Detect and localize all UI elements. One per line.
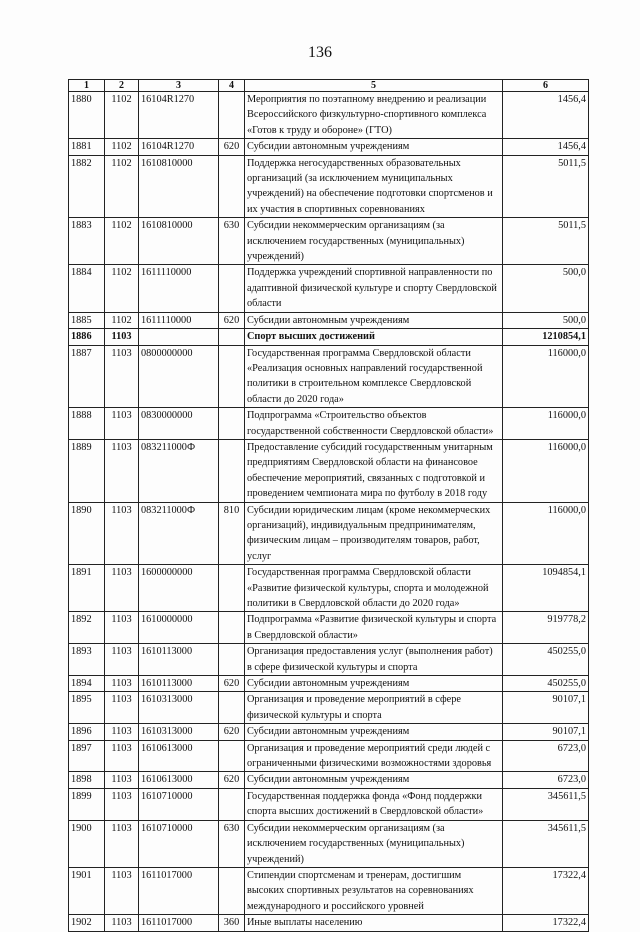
expense-type-cell	[219, 740, 245, 772]
target-article-cell: 1610710000	[139, 788, 219, 820]
description-cell: Стипендии спортсменам и тренерам, достигшим высоких спортивных результатов на соревнованиях международного и российского уровней	[245, 867, 503, 914]
section-code-cell: 1103	[105, 612, 139, 644]
section-code-cell: 1102	[105, 218, 139, 265]
section-code-cell: 1102	[105, 139, 139, 155]
row-number-cell: 1881	[69, 139, 105, 155]
target-article-cell	[139, 329, 219, 345]
description-cell: Предоставление субсидий государственным унитарным предприятиям Свердловской области на финансовое обеспечение мероприятий, связанных с подготовкой и проведением чемпионата мира по футболу в 2018 году	[245, 439, 503, 502]
table-row	[69, 329, 589, 345]
section-code-cell: 1103	[105, 329, 139, 345]
target-article-cell: 16104R1270	[139, 139, 219, 155]
section-code-cell: 1103	[105, 820, 139, 867]
amount-cell: 450255,0	[503, 644, 589, 676]
description-cell: Субсидии автономным учреждениям	[245, 724, 503, 740]
description-cell: Государственная программа Свердловской области «Реализация основных направлений государственной политики в строительном комплексе Свердловской области до 2020 года»	[245, 345, 503, 408]
table-row	[69, 155, 589, 218]
section-code-cell: 1102	[105, 312, 139, 328]
row-number-cell: 1899	[69, 788, 105, 820]
expense-type-cell: 630	[219, 820, 245, 867]
target-article-cell: 1611017000	[139, 915, 219, 931]
target-article-cell: 083211000Ф	[139, 502, 219, 565]
expense-type-cell	[219, 265, 245, 312]
expense-type-cell	[219, 92, 245, 139]
amount-cell: 17322,4	[503, 867, 589, 914]
section-code-cell: 1103	[105, 867, 139, 914]
target-article-cell: 1610113000	[139, 676, 219, 692]
description-cell: Государственная программа Свердловской области «Развитие физической культуры, спорта и молодежной политики в Свердловской области до 2020 года»	[245, 565, 503, 612]
row-number-cell: 1895	[69, 692, 105, 724]
row-number-cell: 1890	[69, 502, 105, 565]
row-number-cell: 1885	[69, 312, 105, 328]
amount-cell: 116000,0	[503, 439, 589, 502]
target-article-cell: 1610313000	[139, 724, 219, 740]
section-code-cell: 1103	[105, 692, 139, 724]
column-header: 6	[503, 80, 589, 92]
row-number-cell: 1887	[69, 345, 105, 408]
row-number-cell: 1893	[69, 644, 105, 676]
row-number-cell: 1896	[69, 724, 105, 740]
description-cell: Государственная поддержка фонда «Фонд поддержки спорта высших достижений в Свердловской области»	[245, 788, 503, 820]
row-number-cell: 1888	[69, 408, 105, 440]
table-row	[69, 692, 589, 724]
section-code-cell: 1103	[105, 772, 139, 788]
section-code-cell: 1103	[105, 565, 139, 612]
amount-cell: 1210854,1	[503, 329, 589, 345]
row-number-cell: 1901	[69, 867, 105, 914]
row-number-cell: 1889	[69, 439, 105, 502]
description-cell: Подпрограмма «Строительство объектов государственной собственности Свердловской области»	[245, 408, 503, 440]
column-header: 5	[245, 80, 503, 92]
table-row	[69, 644, 589, 676]
amount-cell: 450255,0	[503, 676, 589, 692]
description-cell: Спорт высших достижений	[245, 329, 503, 345]
column-header: 2	[105, 80, 139, 92]
expense-type-cell: 620	[219, 312, 245, 328]
expense-type-cell: 620	[219, 772, 245, 788]
expense-type-cell	[219, 345, 245, 408]
table-row	[69, 676, 589, 692]
description-cell: Субсидии некоммерческим организациям (за исключением государственных (муниципальных) учреждений)	[245, 820, 503, 867]
row-number-cell: 1897	[69, 740, 105, 772]
row-number-cell: 1886	[69, 329, 105, 345]
target-article-cell: 1610000000	[139, 612, 219, 644]
description-cell: Организация и проведение мероприятий среди людей с ограниченными физическими возможностями здоровья	[245, 740, 503, 772]
description-cell: Иные выплаты населению	[245, 915, 503, 931]
target-article-cell: 1610113000	[139, 644, 219, 676]
header-row	[69, 80, 589, 92]
table-body	[69, 92, 589, 932]
description-cell: Организация и проведение мероприятий в сфере физической культуры и спорта	[245, 692, 503, 724]
description-cell: Субсидии некоммерческим организациям (за исключением государственных (муниципальных) учреждений)	[245, 218, 503, 265]
expense-type-cell: 620	[219, 139, 245, 155]
description-cell: Субсидии автономным учреждениям	[245, 676, 503, 692]
section-code-cell: 1103	[105, 644, 139, 676]
amount-cell: 6723,0	[503, 772, 589, 788]
target-article-cell: 1610313000	[139, 692, 219, 724]
amount-cell: 116000,0	[503, 345, 589, 408]
target-article-cell: 0830000000	[139, 408, 219, 440]
target-article-cell: 0800000000	[139, 345, 219, 408]
target-article-cell: 1611017000	[139, 867, 219, 914]
row-number-cell: 1884	[69, 265, 105, 312]
row-number-cell: 1902	[69, 915, 105, 931]
amount-cell: 1094854,1	[503, 565, 589, 612]
expense-type-cell	[219, 155, 245, 218]
table-header	[69, 80, 589, 92]
amount-cell: 1456,4	[503, 139, 589, 155]
row-number-cell: 1891	[69, 565, 105, 612]
expense-type-cell	[219, 692, 245, 724]
table-row	[69, 788, 589, 820]
table-row	[69, 312, 589, 328]
amount-cell: 90107,1	[503, 692, 589, 724]
table-row	[69, 740, 589, 772]
expense-type-cell	[219, 408, 245, 440]
amount-cell: 500,0	[503, 312, 589, 328]
row-number-cell: 1882	[69, 155, 105, 218]
amount-cell: 116000,0	[503, 408, 589, 440]
table-row	[69, 408, 589, 440]
target-article-cell: 16104R1270	[139, 92, 219, 139]
expense-type-cell: 620	[219, 724, 245, 740]
table-row	[69, 139, 589, 155]
section-code-cell: 1103	[105, 408, 139, 440]
description-cell: Субсидии автономным учреждениям	[245, 312, 503, 328]
amount-cell: 5011,5	[503, 218, 589, 265]
table-row	[69, 345, 589, 408]
amount-cell: 500,0	[503, 265, 589, 312]
target-article-cell: 1611110000	[139, 312, 219, 328]
description-cell: Организация предоставления услуг (выполнения работ) в сфере физической культуры и спорта	[245, 644, 503, 676]
row-number-cell: 1900	[69, 820, 105, 867]
table-row	[69, 565, 589, 612]
description-cell: Поддержка учреждений спортивной направленности по адаптивной физической культуре и спорту Свердловской области	[245, 265, 503, 312]
table-row	[69, 265, 589, 312]
expense-type-cell	[219, 439, 245, 502]
amount-cell: 345611,5	[503, 788, 589, 820]
target-article-cell: 1600000000	[139, 565, 219, 612]
section-code-cell: 1103	[105, 676, 139, 692]
section-code-cell: 1102	[105, 265, 139, 312]
amount-cell: 116000,0	[503, 502, 589, 565]
section-code-cell: 1102	[105, 92, 139, 139]
expense-type-cell	[219, 788, 245, 820]
column-header: 3	[139, 80, 219, 92]
expense-type-cell: 360	[219, 915, 245, 931]
table-row	[69, 867, 589, 914]
target-article-cell: 1610810000	[139, 218, 219, 265]
table-row	[69, 92, 589, 139]
section-code-cell: 1103	[105, 740, 139, 772]
target-article-cell: 1610613000	[139, 740, 219, 772]
expense-type-cell	[219, 329, 245, 345]
table-row	[69, 612, 589, 644]
expense-type-cell	[219, 644, 245, 676]
table-row	[69, 439, 589, 502]
target-article-cell: 1611110000	[139, 265, 219, 312]
description-cell: Мероприятия по поэтапному внедрению и реализации Всероссийского физкультурно-спортивного комплекса «Готов к труду и обороне» (ГТО)	[245, 92, 503, 139]
section-code-cell: 1103	[105, 502, 139, 565]
section-code-cell: 1103	[105, 915, 139, 931]
table-row	[69, 218, 589, 265]
row-number-cell: 1880	[69, 92, 105, 139]
column-header: 4	[219, 80, 245, 92]
expense-type-cell: 810	[219, 502, 245, 565]
section-code-cell: 1103	[105, 345, 139, 408]
row-number-cell: 1892	[69, 612, 105, 644]
amount-cell: 919778,2	[503, 612, 589, 644]
expense-type-cell: 630	[219, 218, 245, 265]
description-cell: Субсидии автономным учреждениям	[245, 139, 503, 155]
description-cell: Поддержка негосударственных образовательных организаций (за исключением муниципальных учреждений) на обеспечение подготовки спортсменов и их участия в спортивных соревнованиях	[245, 155, 503, 218]
amount-cell: 5011,5	[503, 155, 589, 218]
section-code-cell: 1102	[105, 155, 139, 218]
row-number-cell: 1883	[69, 218, 105, 265]
row-number-cell: 1894	[69, 676, 105, 692]
description-cell: Подпрограмма «Развитие физической культуры и спорта в Свердловской области»	[245, 612, 503, 644]
section-code-cell: 1103	[105, 439, 139, 502]
expense-type-cell	[219, 867, 245, 914]
table-row	[69, 820, 589, 867]
description-cell: Субсидии юридическим лицам (кроме некоммерческих организаций), индивидуальным предпринимателям, физическим лицам – производителям товаров, работ, услуг	[245, 502, 503, 565]
amount-cell: 17322,4	[503, 915, 589, 931]
target-article-cell: 083211000Ф	[139, 439, 219, 502]
amount-cell: 6723,0	[503, 740, 589, 772]
table-row	[69, 915, 589, 931]
description-cell: Субсидии автономным учреждениям	[245, 772, 503, 788]
row-number-cell: 1898	[69, 772, 105, 788]
target-article-cell: 1610710000	[139, 820, 219, 867]
section-code-cell: 1103	[105, 788, 139, 820]
table-row	[69, 772, 589, 788]
target-article-cell: 1610810000	[139, 155, 219, 218]
section-code-cell: 1103	[105, 724, 139, 740]
column-header: 1	[69, 80, 105, 92]
budget-table	[68, 79, 589, 932]
expense-type-cell: 620	[219, 676, 245, 692]
amount-cell: 1456,4	[503, 92, 589, 139]
expense-type-cell	[219, 612, 245, 644]
table-row	[69, 724, 589, 740]
expense-type-cell	[219, 565, 245, 612]
amount-cell: 345611,5	[503, 820, 589, 867]
table-row	[69, 502, 589, 565]
target-article-cell: 1610613000	[139, 772, 219, 788]
page-number: 136	[308, 44, 332, 61]
amount-cell: 90107,1	[503, 724, 589, 740]
